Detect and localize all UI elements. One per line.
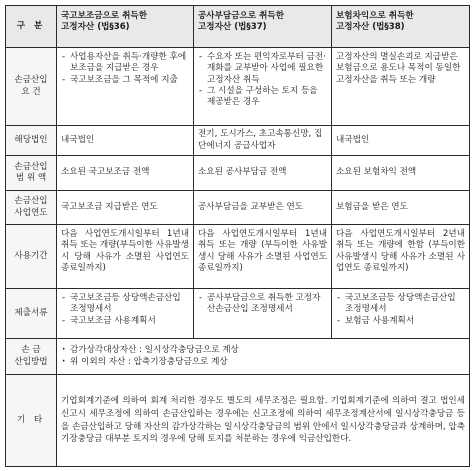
scope-38: 소요된 보험차익 전액	[332, 156, 470, 191]
label-requirements-line2: 요 건	[21, 86, 41, 97]
requirements-36-item: - 국고보조금을 그 목적에 지출	[61, 75, 189, 86]
label-year-line2: 사업연도	[14, 207, 48, 218]
documents-37-item: - 공사부담금으로 취득한 고정자산손금산입 조정명세서	[198, 293, 327, 316]
header-col-37	[194, 6, 332, 48]
header-col-38	[332, 6, 470, 48]
label-scope-line1: 손금산입	[14, 161, 48, 172]
year-37: 공사부담금을 교부받은 연도	[194, 191, 332, 225]
period-36: 다음 사업연도개시일부터 1년내 취득 또는 개량(부득이한 사유발생시 당해 사유가 소멸된 사업연도 종료일까지)	[57, 225, 194, 289]
label-method-line1: 손 금	[21, 345, 41, 356]
label-method-line2: 산입방법	[14, 356, 48, 367]
header-37-line1: 공사부담금으로 취득한	[198, 11, 285, 21]
requirements-38: 고정자산의 멸실손괴로 지급받은 보험금으로 용도나 목적이 동일한 고정자산을 취득 또는 개량	[332, 48, 470, 126]
method-item: · 감가상각대상자산 : 일시상각충당금으로 계상	[61, 345, 465, 356]
header-row	[6, 6, 470, 48]
documents-36-item: - 국고보조금 사용계획서	[61, 316, 189, 327]
row-method	[6, 339, 470, 375]
label-eligible: 해당법인	[6, 126, 57, 156]
documents-38	[332, 289, 470, 339]
requirements-37	[194, 48, 332, 126]
eligible-36: 내국법인	[57, 126, 194, 156]
header-38-line1: 보험차익으로 취득한	[336, 11, 414, 21]
method-item: · 위 이외의 자산 : 압축기장충당금으로 계상	[61, 357, 465, 368]
label-method	[6, 339, 57, 375]
row-year	[6, 191, 470, 225]
documents-38-item: - 보험금 사용계획서	[336, 316, 465, 327]
header-col-36	[57, 6, 194, 48]
documents-36	[57, 289, 194, 339]
scope-36: 소요된 국고보조금 전액	[57, 156, 194, 191]
period-37: 다음 사업연도개시일부터 1년내 취득 또는 개량 (부득이한 사유발생시 당해 사유가 소멸된 사업연도 종료일까지)	[194, 225, 332, 289]
requirements-36-item: - 사업용자산을 취득·개량한 후에 보조금을 지급받은 경우	[61, 52, 189, 75]
requirements-37-item: - 그 시설을 구성하는 토지 등을 제공받은 경우	[198, 86, 327, 109]
eligible-37: 전기, 도시가스, 초고속통신망, 집단에너지 공급사업자	[194, 126, 332, 156]
year-38: 보험금을 받은 연도	[332, 191, 470, 225]
header-36-line2: 고정자산 (법§36)	[61, 22, 130, 33]
method-cell	[57, 339, 470, 375]
label-requirements-line1: 손금산입	[14, 75, 48, 86]
label-year-line1: 손금산입	[14, 196, 48, 207]
row-requirements	[6, 48, 470, 126]
other-text: 기업회계기준에 의하여 회계 처리한 경우도 별도의 세무조정은 필요함. 기업회계기준에 의하여 결고 법인세 신고시 세무조정에 의하여 손금산입하는 경우에는 신고조정에 의하여 세무조정계산서에 일시상각충당금 등을 손금산입하고 당해 자산의 감가상각하는 일시상각충당금의 범위 안에서 일시상각충당금과 상계하며, 압축기장충당금 대부분 토지의 경우에 당해 토지를 처분하는 경우에 익금산입한다.	[57, 375, 470, 467]
tax-comparison-table	[5, 5, 470, 467]
row-documents	[6, 289, 470, 339]
row-scope	[6, 156, 470, 191]
header-36-line1: 국고보조금으로 취득한	[61, 11, 148, 21]
year-36: 국고보조금 지급받은 연도	[57, 191, 194, 225]
label-other: 기 타	[6, 375, 57, 467]
header-37-line2: 고정자산 (법§37)	[198, 22, 267, 33]
documents-36-item: - 국고보조금등 상당액손금산입 조정명세서	[61, 293, 189, 316]
eligible-38: 내국법인	[332, 126, 470, 156]
label-scope	[6, 156, 57, 191]
label-documents: 제출서류	[6, 289, 57, 339]
header-38-line2: 고정자산 (법§38)	[336, 22, 405, 33]
row-eligible	[6, 126, 470, 156]
scope-37: 소요된 공사부담금 전액	[194, 156, 332, 191]
documents-38-item: - 국고보조금등 상당액손금산입 조정명세서	[336, 293, 465, 316]
row-other	[6, 375, 470, 467]
label-period: 사용기간	[6, 225, 57, 289]
requirements-36	[57, 48, 194, 126]
label-scope-line2: 범 위 액	[15, 173, 47, 183]
label-requirements	[6, 48, 57, 126]
documents-37	[194, 289, 332, 339]
header-category: 구 분	[6, 6, 57, 48]
row-period	[6, 225, 470, 289]
period-38: 다음 사업연도개시일부터 2년내 취득 또는 개량에 한함 (부득이한 사유발생시 당해 사유가 소멸된 사업연도 종료일까지)	[332, 225, 470, 289]
requirements-37-item: - 수요자 또는 편익자로부터 금전·재화를 교부받아 사업에 필요한 고정자산 취득	[198, 52, 327, 86]
label-year	[6, 191, 57, 225]
